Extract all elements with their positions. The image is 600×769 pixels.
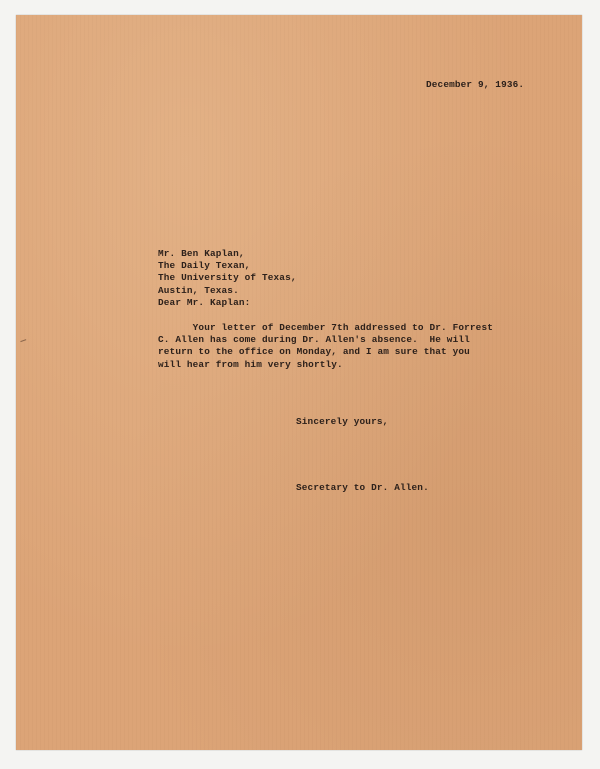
recipient-address — [158, 248, 297, 297]
address-line: The Daily Texan, — [158, 260, 251, 272]
body-line: will hear from him very shortly. — [158, 358, 343, 370]
body-line: Your letter of December 7th addressed to Dr. Forrest — [158, 322, 494, 333]
signature-line: Secretary to Dr. Allen. — [296, 482, 429, 493]
letter-page — [16, 15, 582, 750]
closing: Sincerely yours, — [296, 416, 389, 427]
letter-body — [158, 322, 493, 371]
body-line: return to the office on Monday, and I am sure that you — [158, 346, 470, 358]
address-line: The University of Texas, — [158, 272, 297, 284]
pencil-mark — [20, 339, 27, 346]
address-line: Mr. Ben Kaplan, — [158, 248, 245, 259]
letter-date: December 9, 1936. — [426, 79, 525, 90]
salutation: Dear Mr. Kaplan: — [158, 297, 251, 308]
address-line: Austin, Texas. — [158, 284, 239, 296]
body-line: C. Allen has come during Dr. Allen's absence. He will — [158, 334, 470, 346]
